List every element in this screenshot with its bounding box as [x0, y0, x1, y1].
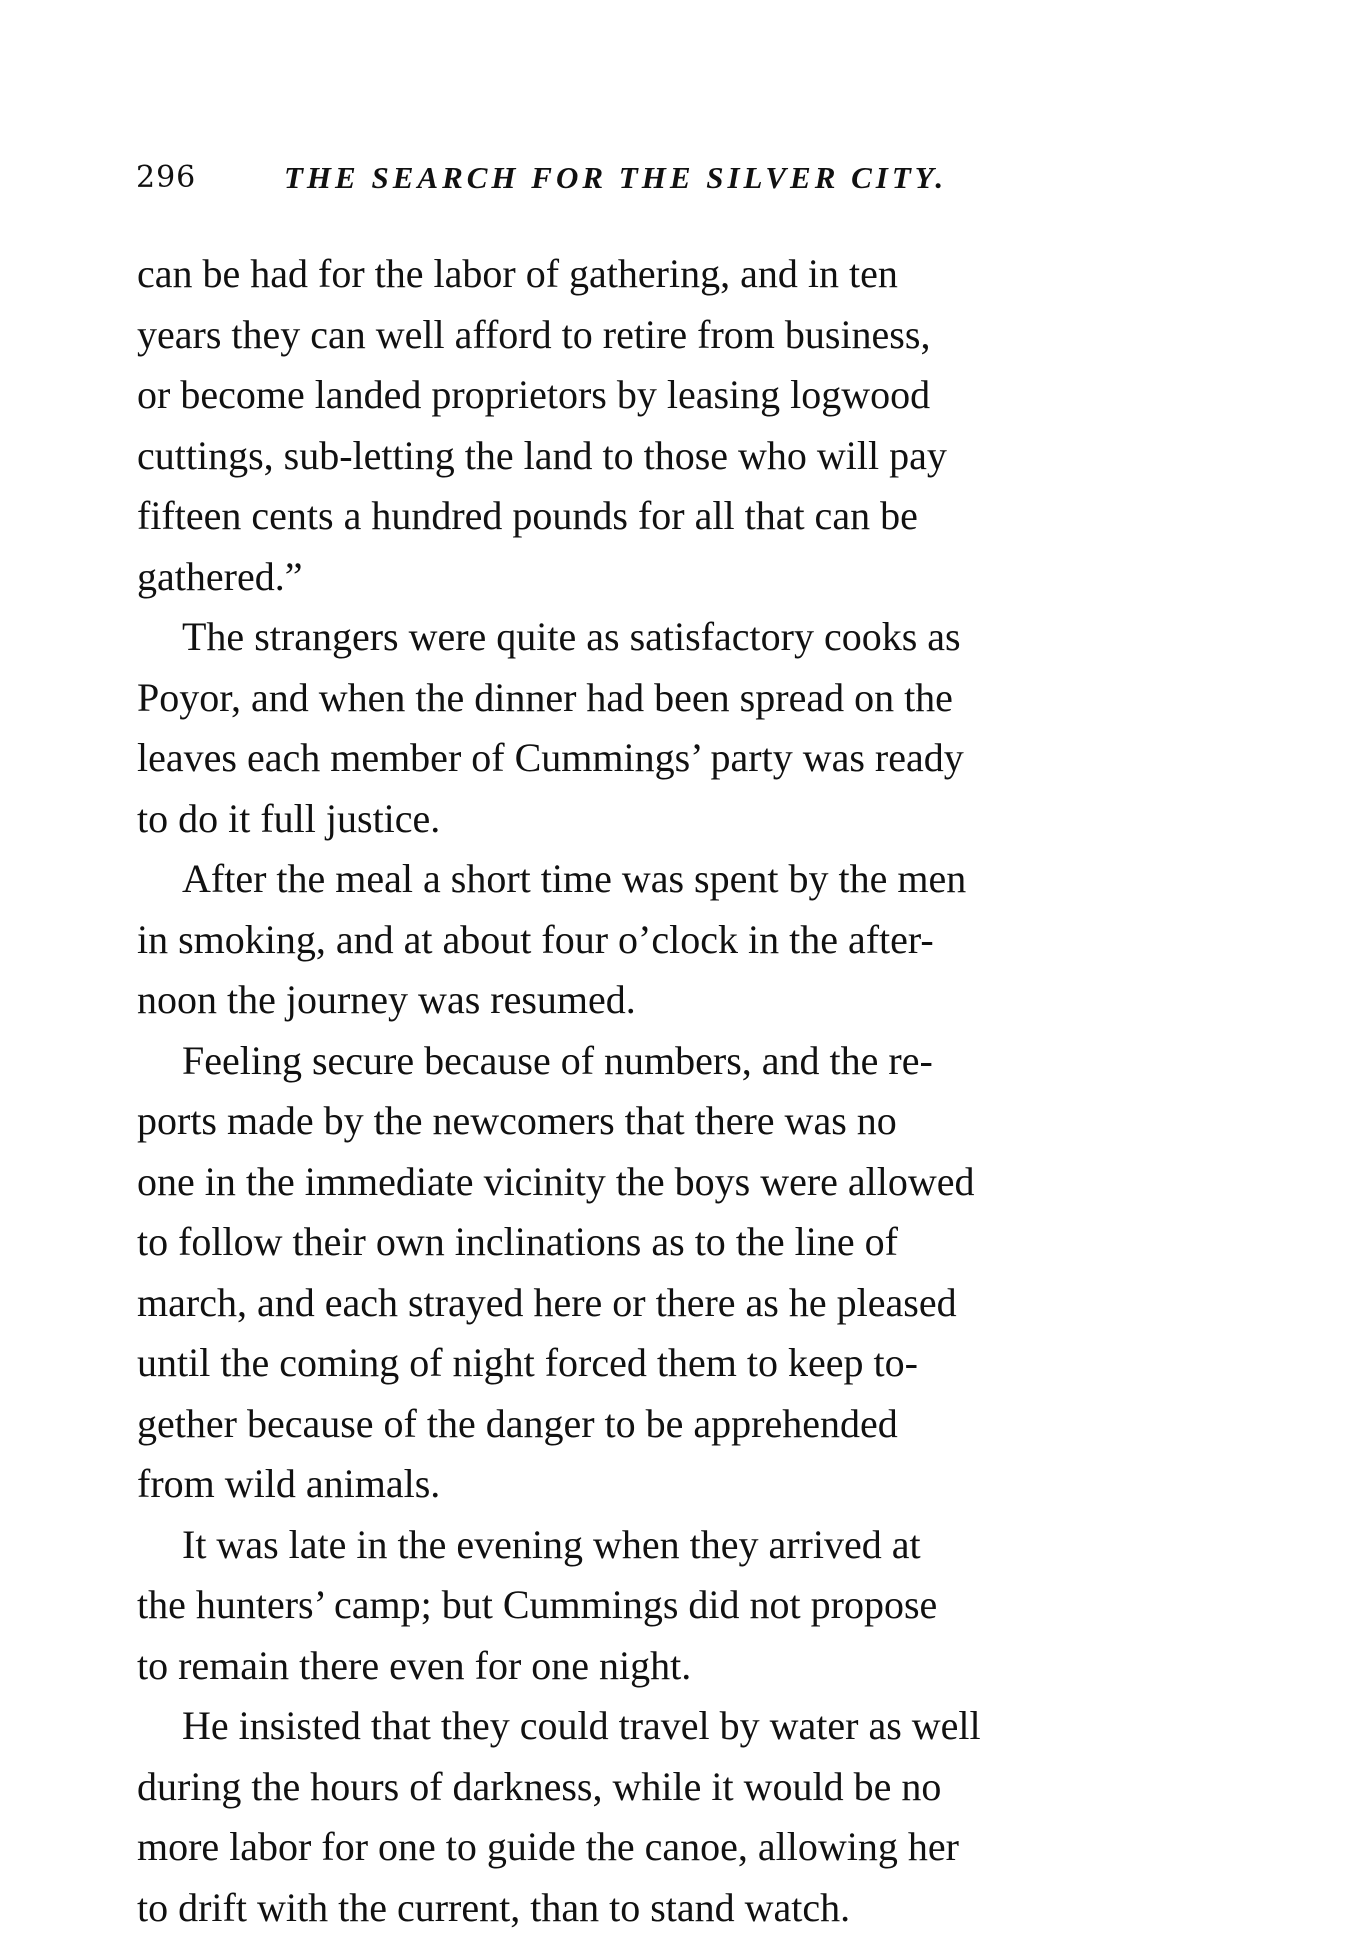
running-title: THE SEARCH FOR THE SILVER CITY. [284, 158, 947, 198]
text-line: gether because of the danger to be apprehended [137, 1394, 1157, 1455]
paragraph-start-line: He insisted that they could travel by water as well [137, 1696, 1157, 1757]
text-line: Poyor, and when the dinner had been spread on the [137, 668, 1157, 729]
text-line: during the hours of darkness, while it would be no [137, 1757, 1157, 1818]
paragraph-start-line: Feeling secure because of numbers, and the re- [137, 1031, 1157, 1092]
text-line: ports made by the newcomers that there was no [137, 1091, 1157, 1152]
page-number: 296 [136, 158, 196, 198]
text-line: the hunters’ camp; but Cummings did not propose [137, 1575, 1157, 1636]
text-line: gathered.” [137, 547, 1157, 608]
text-line: until the coming of night forced them to keep to- [137, 1333, 1157, 1394]
text-line: one in the immediate vicinity the boys were allowed [137, 1152, 1157, 1213]
text-line: to do it full justice. [137, 789, 1157, 850]
text-line: to follow their own inclinations as to the line of [137, 1212, 1157, 1273]
text-line: in smoking, and at about four o’clock in the after- [137, 910, 1157, 971]
text-line: or become landed proprietors by leasing logwood [137, 365, 1157, 426]
text-line: to remain there even for one night. [137, 1636, 1157, 1697]
text-line: cuttings, sub-letting the land to those who will pay [137, 426, 1157, 487]
text-line: from wild animals. [137, 1454, 1157, 1515]
text-line: leaves each member of Cummings’ party was ready [137, 728, 1157, 789]
body-text [137, 244, 1157, 1938]
text-line: march, and each strayed here or there as he pleased [137, 1273, 1157, 1334]
text-line: years they can well afford to retire from business, [137, 305, 1157, 366]
text-line: noon the journey was resumed. [137, 970, 1157, 1031]
text-line: fifteen cents a hundred pounds for all that can be [137, 486, 1157, 547]
page-header [136, 158, 1136, 198]
paragraph-start-line: It was late in the evening when they arrived at [137, 1515, 1157, 1576]
text-line: more labor for one to guide the canoe, allowing her [137, 1817, 1157, 1878]
text-line: to drift with the current, than to stand watch. [137, 1878, 1157, 1938]
paragraph-start-line: The strangers were quite as satisfactory cooks as [137, 607, 1157, 668]
text-line: can be had for the labor of gathering, and in ten [137, 244, 1157, 305]
paragraph-start-line: After the meal a short time was spent by the men [137, 849, 1157, 910]
